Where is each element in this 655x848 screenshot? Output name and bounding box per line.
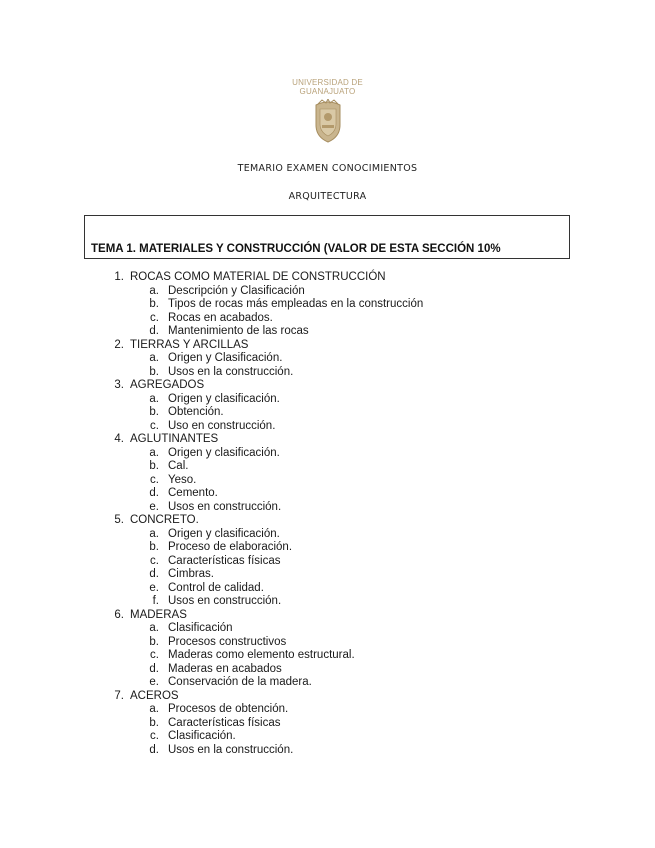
topic-number: 2. (114, 338, 124, 351)
subtopic-item (0, 366, 655, 380)
topic-label: AGLUTINANTES (130, 433, 219, 445)
subtopic-item (0, 568, 655, 582)
subtopic-letter: a. (149, 392, 159, 405)
subtopic-letter: c. (150, 419, 159, 432)
subtopic-letter: a. (149, 622, 159, 634)
subtopic-label: Obtención. (168, 406, 224, 418)
subtopic-item (0, 717, 655, 731)
subtopic-item (0, 406, 655, 420)
subtopic-letter: c. (150, 649, 159, 661)
topic-item (0, 690, 655, 704)
document-subtitle: ARQUITECTURA (288, 191, 367, 202)
subtopic-label: Usos en construcción. (168, 595, 282, 607)
document-title: TEMARIO EXAMEN CONOCIMIENTOS (237, 163, 418, 174)
topic-item (0, 433, 655, 447)
subtopic-item (0, 487, 655, 501)
subtopic-letter: b. (149, 460, 159, 472)
subtopic-item (0, 663, 655, 677)
subtopic-label: Origen y clasificación. (168, 446, 280, 459)
subtopic-item (0, 541, 655, 555)
subtopic-item (0, 393, 655, 407)
subtopic-label: Yeso. (168, 473, 197, 486)
section-heading-box (84, 215, 570, 259)
logo-line-2: GUANAJUATO (299, 87, 356, 96)
subtopic-item (0, 325, 655, 339)
subtopic-item (0, 298, 655, 312)
topic-number: 7. (114, 689, 124, 702)
topic-label: CONCRETO. (130, 514, 199, 526)
subtopic-item (0, 703, 655, 717)
subtopic-letter: a. (149, 284, 159, 297)
topic-label: MADERAS (130, 608, 187, 621)
subtopic-label: Cemento. (168, 487, 218, 499)
topic-number: 4. (114, 433, 124, 445)
subtopic-letter: b. (149, 406, 159, 418)
subtopic-item (0, 730, 655, 744)
subtopic-label: Procesos de obtención. (168, 703, 289, 715)
topics-list (0, 271, 655, 757)
subtopic-label: Mantenimiento de las rocas (168, 325, 309, 337)
subtopic-letter: d. (149, 487, 159, 499)
university-crest-icon (312, 99, 344, 143)
subtopic-label: Maderas en acabados (168, 662, 282, 675)
subtopic-item (0, 420, 655, 434)
topic-number: 5. (114, 514, 124, 526)
subtopic-label: Procesos constructivos (168, 635, 287, 648)
subtopic-item (0, 528, 655, 542)
subtopic-item (0, 447, 655, 461)
subtopic-label: Origen y clasificación. (168, 392, 280, 405)
section-heading: TEMA 1. MATERIALES Y CONSTRUCCIÓN (VALOR DE ESTA SECCIÓN 10% (91, 243, 501, 255)
topic-item (0, 514, 655, 528)
subtopic-label: Rocas en acabados. (168, 311, 273, 324)
subtopic-letter: d. (149, 662, 159, 675)
topic-number: 1. (114, 271, 124, 283)
subtopic-label: Proceso de elaboración. (168, 541, 293, 553)
topic-number: 6. (114, 608, 124, 621)
subtopic-letter: e. (149, 676, 159, 688)
subtopic-label: Origen y clasificación. (168, 527, 280, 540)
subtopic-label: Características físicas (168, 716, 281, 729)
topic-label: AGREGADOS (130, 379, 205, 391)
topic-item (0, 379, 655, 393)
subtopic-label: Descripción y Clasificación (168, 284, 305, 297)
subtopic-item (0, 474, 655, 488)
subtopic-label: Clasificación (168, 622, 233, 634)
subtopic-label: Usos en la construcción. (168, 365, 294, 378)
topic-item (0, 271, 655, 285)
subtopic-label: Cimbras. (168, 568, 215, 580)
subtopic-letter: d. (149, 325, 159, 337)
subtopic-letter: b. (149, 298, 159, 310)
university-logo (270, 78, 385, 148)
subtopic-letter: b. (149, 635, 159, 648)
logo-line-1: UNIVERSIDAD DE (292, 78, 363, 87)
subtopic-item (0, 595, 655, 609)
topic-label: ROCAS COMO MATERIAL DE CONSTRUCCIÓN (130, 271, 386, 283)
subtopic-letter: b. (149, 365, 159, 378)
subtopic-letter: f. (152, 595, 159, 607)
subtopic-label: Origen y Clasificación. (168, 352, 283, 364)
subtopic-label: Usos en construcción. (168, 500, 282, 513)
subtopic-letter: c. (150, 730, 159, 742)
subtopic-letter: d. (149, 568, 159, 580)
subtopic-item (0, 622, 655, 636)
subtopic-label: Características físicas (168, 554, 281, 567)
subtopic-item (0, 676, 655, 690)
subtopic-letter: e. (149, 581, 159, 594)
subtopic-label: Tipos de rocas más empleadas en la construcción (168, 298, 424, 310)
subtopic-letter: c. (150, 311, 159, 324)
subtopic-label: Control de calidad. (168, 581, 264, 594)
subtopic-label: Usos en la construcción. (168, 743, 294, 756)
subtopic-item (0, 312, 655, 326)
subtopic-label: Uso en construcción. (168, 419, 276, 432)
subtopic-item (0, 501, 655, 515)
subtopic-item (0, 352, 655, 366)
subtopic-item (0, 285, 655, 299)
subtopic-item (0, 649, 655, 663)
subtopic-item (0, 636, 655, 650)
topic-label: TIERRAS Y ARCILLAS (130, 338, 249, 351)
subtopic-letter: a. (149, 703, 159, 715)
subtopic-letter: c. (150, 473, 159, 486)
subtopic-label: Conservación de la madera. (168, 676, 312, 688)
subtopic-letter: a. (149, 527, 159, 540)
subtopic-letter: b. (149, 716, 159, 729)
subtopic-label: Clasificación. (168, 730, 236, 742)
subtopic-letter: c. (150, 554, 159, 567)
subtopic-label: Cal. (168, 460, 189, 472)
subtopic-letter: e. (149, 500, 159, 513)
subtopic-label: Maderas como elemento estructural. (168, 649, 355, 661)
subtopic-item (0, 744, 655, 758)
subtopic-letter: a. (149, 446, 159, 459)
subtopic-item (0, 555, 655, 569)
subtopic-letter: a. (149, 352, 159, 364)
topic-number: 3. (114, 379, 124, 391)
subtopic-item (0, 582, 655, 596)
topic-item (0, 339, 655, 353)
topic-item (0, 609, 655, 623)
topic-label: ACEROS (130, 689, 179, 702)
subtopic-letter: b. (149, 541, 159, 553)
subtopic-letter: d. (149, 743, 159, 756)
subtopic-item (0, 460, 655, 474)
